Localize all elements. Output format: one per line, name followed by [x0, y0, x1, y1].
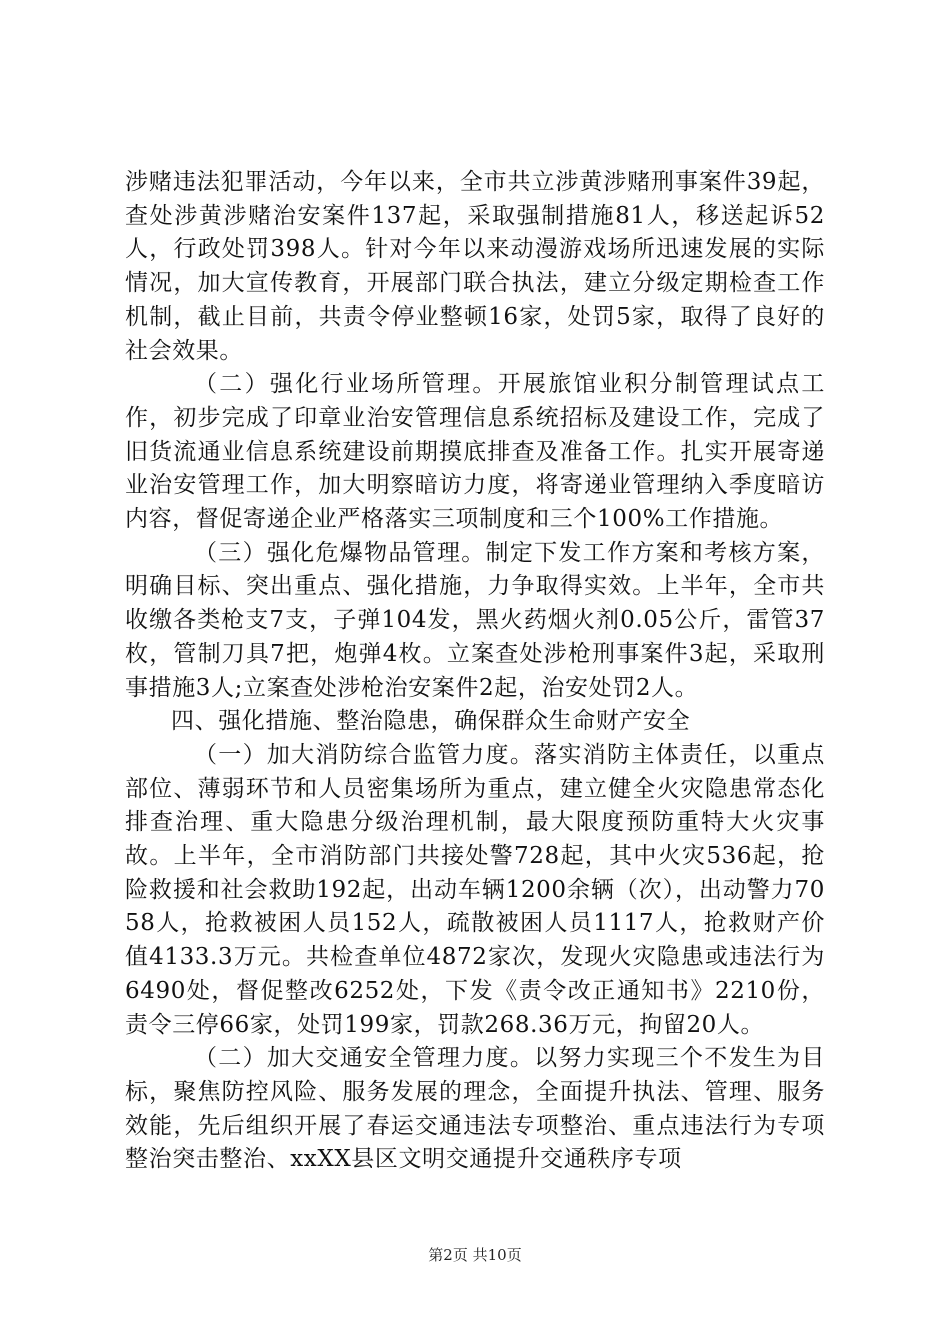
paragraph-hazardous-materials: （三）强化危爆物品管理。制定下发工作方案和考核方案，明确目标、突出重点、强化措施，力争取得实效。上半年，全市共收缴各类枪支7支，子弹104发，黑火药烟火剂0.05公斤，雷管37枚，管制刀具7把，炮弹4枚。立案查处涉枪刑事案件3起，采取刑事措施3人;立案查处涉枪治安案件2起，治安处罚2人。	[125, 539, 825, 701]
paragraph-traffic-safety: （二）加大交通安全管理力度。以努力实现三个不发生为目标，聚焦防控风险、服务发展的理念，全面提升执法、管理、服务效能，先后组织开展了春运交通违法专项整治、重点违法行为专项整治突击整治、xxXX县区文明交通提升交通秩序专项	[125, 1045, 825, 1173]
paragraph-industry-venues: （二）强化行业场所管理。开展旅馆业积分制管理试点工作，初步完成了印章业治安管理信息系统招标及建设工作，完成了旧货流通业信息系统建设前期摸底排查及准备工作。扎实开展寄递业治安管理工作，加大明察暗访力度，将寄递业管理纳入季度暗访内容，督促寄递企业严格落实三项制度和三个100%工作措施。	[125, 371, 825, 533]
page-footer: 第2页 共10页	[428, 1246, 522, 1264]
document-body	[125, 166, 825, 1177]
section-heading: 四、强化措施、整治隐患，确保群众生命财产安全	[171, 708, 691, 735]
paragraph-fire-safety: （一）加大消防综合监管力度。落实消防主体责任，以重点部位、薄弱环节和人员密集场所为重点，建立健全火灾隐患常态化排查治理、重大隐患分级治理机制，最大限度预防重特大火灾事故。上半年，全市消防部门共接处警728起，其中火灾536起，抢险救援和社会救助192起，出动车辆1200余辆（次），出动警力7058人，抢救被困人员152人，疏散被困人员1117人，抢救财产价值4133.3万元。共检查单位4872家次，发现火灾隐患或违法行为6490处，督促整改6252处，下发《责令改正通知书》2210份，责令三停66家，处罚199家，罚款268.36万元，拘留20人。	[125, 741, 825, 1038]
paragraph-continuation: 涉赌违法犯罪活动，今年以来，全市共立涉黄涉赌刑事案件39起，查处涉黄涉赌治安案件137起，采取强制措施81人，移送起诉52人，行政处罚398人。针对今年以来动漫游戏场所迅速发展的实际情况，加大宣传教育，开展部门联合执法，建立分级定期检查工作机制，截止目前，共责令停业整顿16家，处罚5家，取得了良好的社会效果。	[125, 169, 825, 364]
